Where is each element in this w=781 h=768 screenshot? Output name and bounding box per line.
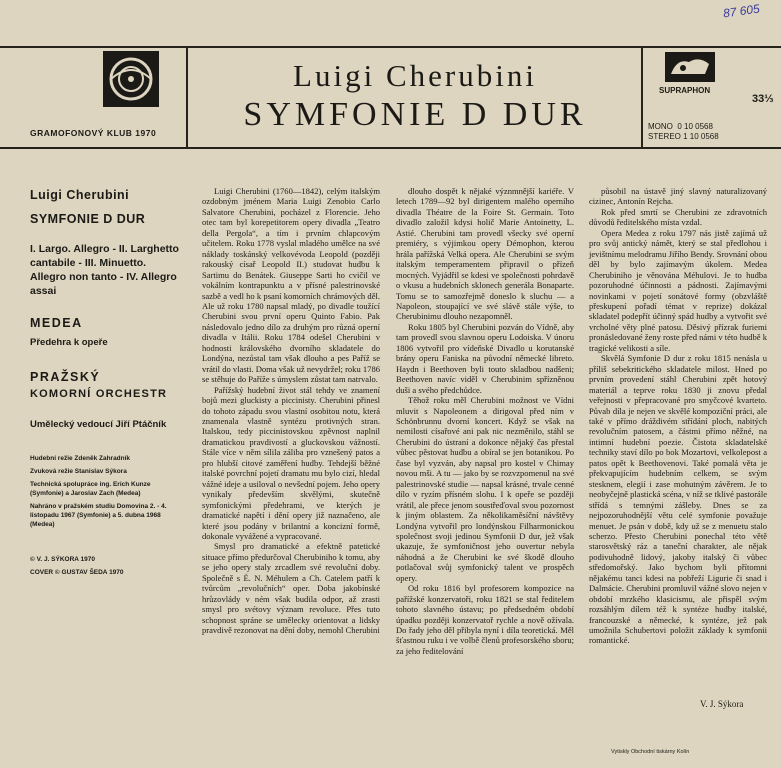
credit-music-direction: Hudební režie Zdeněk Zahradník	[30, 455, 131, 462]
label-name: SUPRAPHON	[659, 86, 711, 95]
club-name: GRAMOFONOVÝ KLUB 1970	[30, 128, 157, 138]
header-divider-left	[186, 47, 188, 148]
conductor: Umělecký vedoucí Jiří Ptáčník	[30, 419, 167, 430]
club-logo-icon	[103, 51, 159, 107]
opera-subtitle: Předehra k opeře	[30, 337, 108, 348]
paragraph: Skvělá Symfonie D dur z roku 1815 nenásla u příliš sebekritického skladatele milost. Hned po prvním provedení stáhl Cherubini zpět hotový materiál a teprve roku 1830 ji znovu předal veřejnosti v přepracované pro smyčcové kvarteto. Půvab díla je nejen ve skvělé kompoziční práci, ale také v přímo dráždivém střídání ploch, nabitých revolučním patosem, a částmi přímo něžné, na intimní hudební poezie. Čistota skladatelské techniky staví dílo po bok Mozartovi, velkolepost a patos opět k Beethovenovi. Také pomalá věta je překvapujícím hudebním celkem, se svým stesknem, elegií i zase mohutným závěrem. Je to neobyčejně plastická scéna, v níž se tklivé pastorále střídá s temnými zášleby. Dnes se za nejpozoruhodnější větu celé symfonie považuje menuet. Je psán v době, kdy už se z menuetu stalo scherzo. Přesto Cherubini ponechal této větě starosvětský ráz a taneční charakter, ale nějak podivuhodně lidový, jakoby italský či vůbec středomořský. Jako bychom byli přítomni nějakému tanci kdesi na pobřeží Ligurie či snad i Dalmácie. Cherubini promluvil vážné slovo nejen v období mrzkého klasicismu, ale přispěl svým rozsáhlým dílem též k syntéze hudby italské, francouzské a německé, k syntéze, jež pak umožnila Schubertovi položit základy k symfonii romantické.	[589, 353, 767, 646]
notes-column-3	[589, 186, 767, 646]
copyright-cover: COVER © GUSTAV ŠEDA 1970	[30, 569, 124, 576]
copyright-notes: © V. J. SÝKORA 1970	[30, 556, 96, 563]
paragraph: Smysl pro dramatické a efektně patetické situace přímo předurčoval Cherubiniho k tomu, aby se jeho opery staly zrcadlem své revoluční doby. Společně s É. N. Méhulem a Ch. Catelem patří k tvůrcům „revolučních“ oper. Doba jakobínské hrůzovlády v ném však budila odpor, až zrasti smysl pro svétovy význam revoluce. Přes tuto schopnost spráne se umělecky orientovat a lidsky pravdivě rezonovat na dění doby, nemohl Cherubini	[202, 541, 380, 636]
catalog-mono: MONO 0 10 0568	[648, 122, 713, 131]
top-rule	[0, 46, 781, 48]
credit-technical: Technická spolupráce ing. Erich Kunze (Symfonie) a Jaroslav Zach (Medea)	[30, 481, 151, 497]
movements: I. Largo. Allegro - II. Larghetto cantabile - III. Minuetto. Allegro non tanto - IV. Allegro assai	[30, 243, 179, 297]
credit-sound: Zvuková režie Stanislav Sýkora	[30, 468, 127, 475]
orchestra-line-1: PRAŽSKÝ	[30, 370, 101, 384]
work-title: SYMFONIE D DUR	[243, 96, 587, 133]
credit-recording: Nahráno v pražském studiu Domovina 2. - 4. listopadu 1967 (Symfonie) a 5. dubna 1968 (Medea)	[30, 503, 167, 528]
paragraph: dlouho dospět k nějaké význmnější kariéře. V letech 1789—92 byl dirigentem malého operního divadla Théatre de la Foire St. Germain. Toto divadlo založil kdysi holič Marie Antoinetty, L. Astié. Cherubini tam provedl všecky své operní premiéry, s výjimkou opery Démophon, kterou hrála pařížská Velká opera. Ale Cherubini se svým italským temperamentem připravil o přízeň mocných. Vyjádřil se kdesi ve společnosti pohrdavě o vkusu a hudebních sklonech generála Bonaparte. Tomu se to samozřejmě doneslo k sluchu — a Napoleon, stoupající ve své slávě stále výše, to Cherubinimu dlouho nezapomněl.	[396, 186, 574, 322]
catalog-numbers	[648, 122, 719, 142]
author-signature: V. J. Sýkora	[700, 699, 744, 709]
handwritten-note: 87 605	[722, 1, 761, 21]
paragraph: Těhož roku měl Cherubini možnost ve Vídni mluvit s Napoleonem a dirigoval před ním v Schönbrunnu dvorní koncert. Když se však na nemilosti císařové ani pak nic nezměnilo, stáhl se Cherubini do ústraní a dokonce nějaký čas přestal vůbec pěstovat hudbu a obíral se jen botanikou. Po čase byl vyzván, aby napsal pro kostel v Chimay novou mši. A tu — jako by se rozvzpomenul na své palestrinovské studie — napsal krásné, trvale cenné dílo v ryzím přísném slohu. I k opeře se později vrátil, ale přece jenom soustřeďoval svou pozornost k jiným oblastem. Za několikaměsíční návštěvy Londýna vytvořil pro londýnskou Filharmonickou společnost svoji jedinou Symfonii D dur, jež však ukazuje, že symfoničnost jeho ouvertur nebyla náhodná a že Cherubini ke své škodě dlouho potlačoval svůj symfonický talent ve prospěch opery.	[396, 395, 574, 583]
paragraph: působil na ústavě jiný slavný naturalizovaný cizinec, Antonín Rejcha.	[589, 186, 767, 207]
paragraph: Opera Medea z roku 1797 nás jistě zajímá už pro svůj antický námět, který se stal předlohou i jevištnímu melodramu Jiřího Bendy. Srovnání obou děl by bylo zajímavým úkolem. Medea Cherubiniho je věnována Méhulovi. Je to hudba pozoruhodné účinnosti a pádnosti. Zajímavými novinkami v pojetí sonátové formy (obzvláště přeskupení pořadí témat v reprize) dokázal skladatel podepřít účinný spád hudby a vytvořit své vrcholné věty plné patosu. Děsivý přízrak furiemi pronásledované ženy roste před námi v této hudbě k tragické velikosti a síle.	[589, 227, 768, 353]
header-divider-right	[641, 47, 643, 148]
paragraph: Roku 1805 byl Cherubini pozván do Vídně, aby tam provedl svou slavnou operu Lodoiska. V únoru 1806 vytvořil pro vídeňské Divadlo u korutanské brány operu Faniska na původní německé libreto. Haydn i Beethoven byli touto skladbou nadšeni; Beethoven navíc viděl v Cherubinim spřízněnou duši a svého předchůdce.	[396, 321, 574, 395]
supraphon-logo-icon	[665, 52, 715, 82]
header-bottom-rule	[0, 147, 781, 149]
orchestra-line-2: KOMORNÍ ORCHESTR	[30, 388, 168, 400]
printer-credit: Vytiskly Obchodní tiskárny Kolín	[611, 749, 690, 755]
paragraph: Rok před smrtí se Cherubini ze zdravotních důvodů ředitelského místa vzdal.	[589, 206, 767, 228]
left-composer: Luigi Cherubini	[30, 188, 130, 202]
rpm-badge: 33⅓	[752, 93, 774, 105]
left-work: SYMFONIE D DUR	[30, 212, 146, 226]
paragraph: Luigi Cherubini (1760—1842), celým italským ozdobným jménem Maria Luigi Zenobio Carlo Salvatore Cherubini, pocházel z Florencie. Jeho otec tam byl korepetitorem opery divadla „Teatro della Pergola“, a tím i prvním chlapcovým učitelem. Roku 1778 vyslal mladého umělce na své náklady toskánský velkovévoda Leopold (později rakouský císař Leopold II.) studovat hudbu k Sartimu do Benátek. Giuseppe Sarti ho cvičil ve vokálním kontrapunktu a v přísné palestrinovské sazbě a vedl ho k psaní komorních chrámových děl. Ale už roku 1780 napsal mladý, po divadle toužící Cherubini svou první operu Quinto Fabio. Pak následovalo jedno dílo za druhým pro různá operní divadla v Itálii. Roku 1784 odešel Cherubini v hodnosti královského dvorního skladatele do Londýna, nezůstal tam však dlouho a pes Paříž se vrátil do vlasti. Doma však už nevydržel; roku 1786 se stěhuje do Paříže s úmyslem zůstat tam natrvalo.	[202, 186, 380, 385]
paragraph: Pařížský hudební život stál tehdy ve znamení bojů mezi gluckisty a piccinisty. Cherubini přinesl do tohoto západu svou vlastní osobitou notu, která znamenala vlastně syntézu protivných stran. Italskou, tedy piccinistovskou zpěvnost naplnil dramatickou pravdivostí a gluckovskou vážností. Stále více v něm sílila záliba pro vznešený patos a pro hlubší citové zaměření hudby. Tehdejší běžné italské povrchní pojetí dramatu mu bylo cizí, hledal vážné ideje a usiloval o nevšední pojem. Jeho opery vynikaly především skvělými, skutečně symfonickými předehrami, ve kterých je dramatické napětí i dění opery již naznačeno, ale které jsou podány v brilantní a koncizní formě, dokonale vyvážené a vypracované.	[202, 384, 380, 541]
paragraph: Od roku 1816 byl profesorem kompozice na pařížské konzervatoři, roku 1821 se stal ředitelem tohoto slavného ústavu; po předsedném období úpadku později konzervatoř rychle a nově ožívala. Do řady jeho děl přibyla nyní i díla teoretická. Měl šťastnou ruku i ve volbě členů profesorského sboru; za jeho ředitelování	[396, 583, 574, 656]
notes-column-1	[202, 186, 380, 635]
notes-column-2	[396, 186, 574, 656]
catalog-stereo: STEREO 1 10 0568	[648, 132, 719, 141]
composer-title: Luigi Cherubini	[293, 58, 537, 93]
credits-panel	[30, 188, 180, 577]
opera-title: MEDEA	[30, 316, 83, 330]
